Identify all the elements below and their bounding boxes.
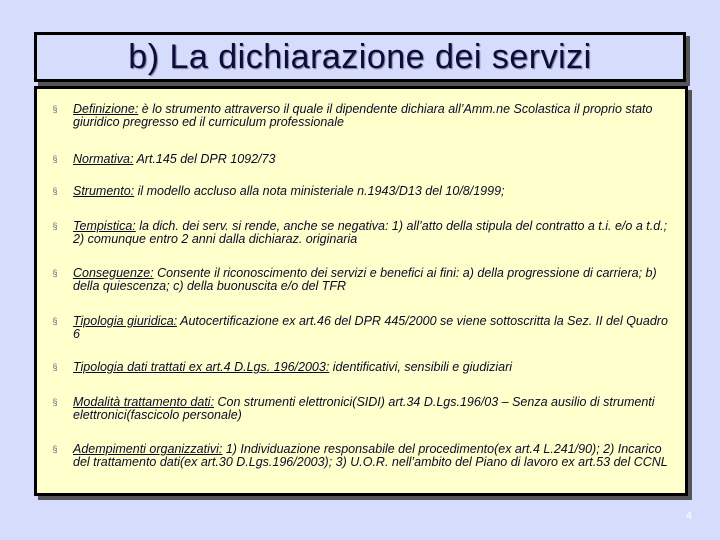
bullet-icon: § [52,104,58,114]
bullet-icon: § [52,397,58,407]
item-text: Autocertificazione ex art.46 del DPR 445/2000 se viene sottoscritta la Sez. II del Quadro 6 [73,314,668,341]
item-text: 1) Individuazione responsabile del procedimento(ex art.4 L.241/90); 2) Incarico del trattamento dati(ex art.30 D.Lgs.196/2003); 3) U.O.R. nell’ambito del Piano di lavoro ex art.53 del CCNL [73,442,668,469]
item-label: Strumento: [73,184,135,198]
item-label: Tipologia dati trattati ex art.4 D.Lgs. 196/2003: [73,360,330,374]
list-item-tipologia-giuridica [37,315,685,341]
item-text: Con strumenti elettronici(SIDI) art.34 D.Lgs.196/03 – Senza ausilio di strumenti elettronici(fascicolo personale) [73,395,655,422]
item-text: Consente il riconoscimento dei servizi e benefici ai fini: a) della progressione di carriera; b) della quiescenza; c) della buonuscita e/o del TFR [73,266,657,293]
item-text: il modello accluso alla nota ministeriale n.1943/D13 del 10/8/1999; [134,184,505,198]
list-item-normativa [37,153,685,166]
list-item-definizione [37,103,685,129]
list-item-adempimenti [37,443,685,469]
item-label: Definizione: [73,102,139,116]
list-item-modalita [37,396,685,422]
page-number: 4 [685,510,692,522]
item-label: Tempistica: [73,219,136,233]
item-text: identificativi, sensibili e giudiziari [329,360,513,374]
item-text: la dich. dei serv. si rende, anche se negativa: 1) all’atto della stipula del contratto a t.i. e/o a t.d.; 2) comunque entro 2 anni dalla dichiaraz. originaria [73,219,668,246]
list-item-strumento [37,185,685,198]
slide-title: b) La dichiarazione dei servizi [128,37,592,76]
item-label: Conseguenze: [73,266,154,280]
list-item-tempistica [37,220,685,246]
bullet-icon: § [52,221,58,231]
item-label: Normativa: [73,152,134,166]
item-text: Art.145 del DPR 1092/73 [133,152,276,166]
item-text: è lo strumento attraverso il quale il dipendente dichiara all’Amm.ne Scolastica il proprio stato giuridico pregresso ed il curriculum professionale [73,102,653,129]
bullet-icon: § [52,154,58,164]
item-label: Modalità trattamento dati: [73,395,215,409]
item-label: Tipologia giuridica: [73,314,178,328]
bullet-icon: § [52,268,58,278]
list-item-conseguenze [37,267,685,293]
bullet-icon: § [52,444,58,454]
bullet-icon: § [52,186,58,196]
content-box [34,86,688,496]
bullet-icon: § [52,362,58,372]
item-label: Adempimenti organizzativi: [73,442,223,456]
bullet-icon: § [52,316,58,326]
title-box [34,32,686,82]
list-item-tipologia-dati [37,361,685,374]
